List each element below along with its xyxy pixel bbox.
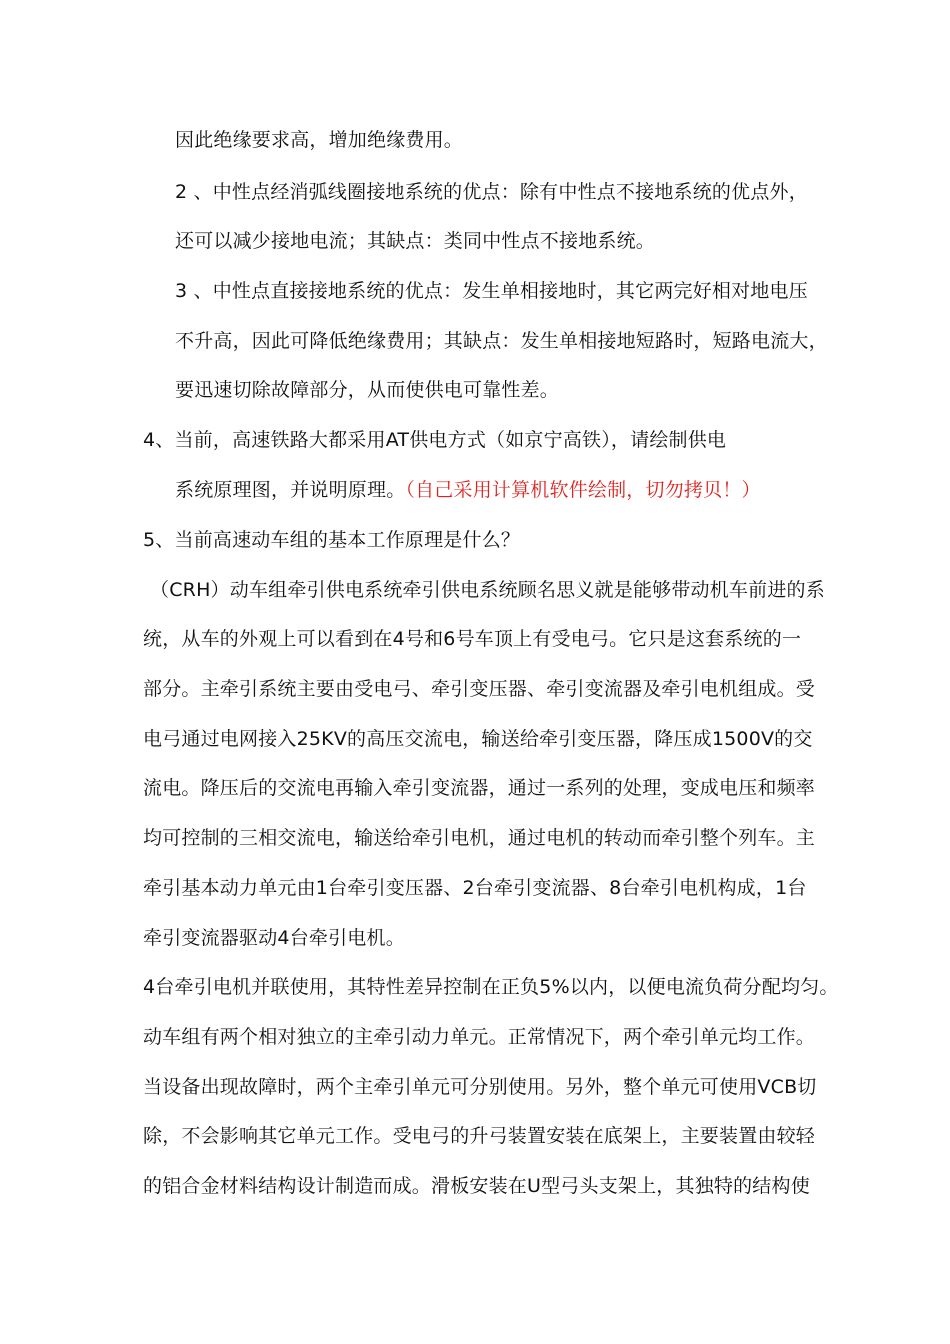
text-line-with-note: [175, 478, 761, 502]
instruction-note: （自己采用计算机软件绘制，切勿拷贝！）: [405, 479, 761, 501]
text-line: 4台牵引电机并联使用，其特性差异控制在正负5%以内，以便电流负荷分配均匀。: [143, 976, 839, 998]
text-line: 流电。降压后的交流电再输入牵引变流器，通过一系列的处理，变成电压和频率: [143, 777, 816, 799]
text-line: 统，从车的外观上可以看到在4号和6号车顶上有受电弓。它只是这套系统的一: [143, 628, 802, 650]
text-line: 3 、中性点直接接地系统的优点：发生单相接地时，其它两完好相对地电压: [175, 280, 808, 302]
text-line: 不升高，因此可降低绝缘费用；其缺点：发生单相接地短路时，短路电流大，: [175, 330, 828, 352]
text-line: 的铝合金材料结构设计制造而成。滑板安装在U型弓头支架上，其独特的结构使: [143, 1175, 810, 1197]
question-5-line: 5、当前高速动车组的基本工作原理是什么？: [143, 529, 521, 551]
text-segment: 系统原理图，并说明原理。: [175, 479, 406, 501]
text-line: 部分。主牵引系统主要由受电弓、牵引变压器、牵引变流器及牵引电机组成。受: [143, 678, 816, 700]
text-line: 要迅速切除故障部分，从而使供电可靠性差。: [175, 379, 560, 401]
text-line: 除，不会影响其它单元工作。受电弓的升弓装置安装在底架上，主要装置由较轻: [143, 1125, 816, 1147]
text-line: 当设备出现故障时，两个主牵引单元可分别使用。另外，整个单元可使用VCB切: [143, 1076, 817, 1098]
question-4-line: 4、当前，高速铁路大都采用AT供电方式（如京宁高铁），请绘制供电: [143, 429, 727, 451]
text-line: 牵引基本动力单元由1台牵引变压器、2台牵引变流器、8台牵引电机构成，1台: [143, 877, 807, 899]
text-line: 因此绝缘要求高，增加绝缘费用。: [175, 129, 464, 151]
text-line: 2 、中性点经消弧线圈接地系统的优点：除有中性点不接地系统的优点外，: [175, 181, 808, 203]
text-line: 电弓通过电网接入25KV的高压交流电，输送给牵引变压器，降压成1500V的交: [143, 728, 813, 750]
text-line: （CRH）动车组牵引供电系统牵引供电系统顾名思义就是能够带动机车前进的系: [150, 579, 825, 601]
text-line: 动车组有两个相对独立的主牵引动力单元。正常情况下，两个牵引单元均工作。: [143, 1026, 816, 1048]
text-line: 均可控制的三相交流电，输送给牵引电机，通过电机的转动而牵引整个列车。主: [143, 827, 816, 849]
text-line: 牵引变流器驱动4台牵引电机。: [143, 927, 405, 949]
text-line: 还可以减少接地电流；其缺点：类同中性点不接地系统。: [175, 230, 656, 252]
